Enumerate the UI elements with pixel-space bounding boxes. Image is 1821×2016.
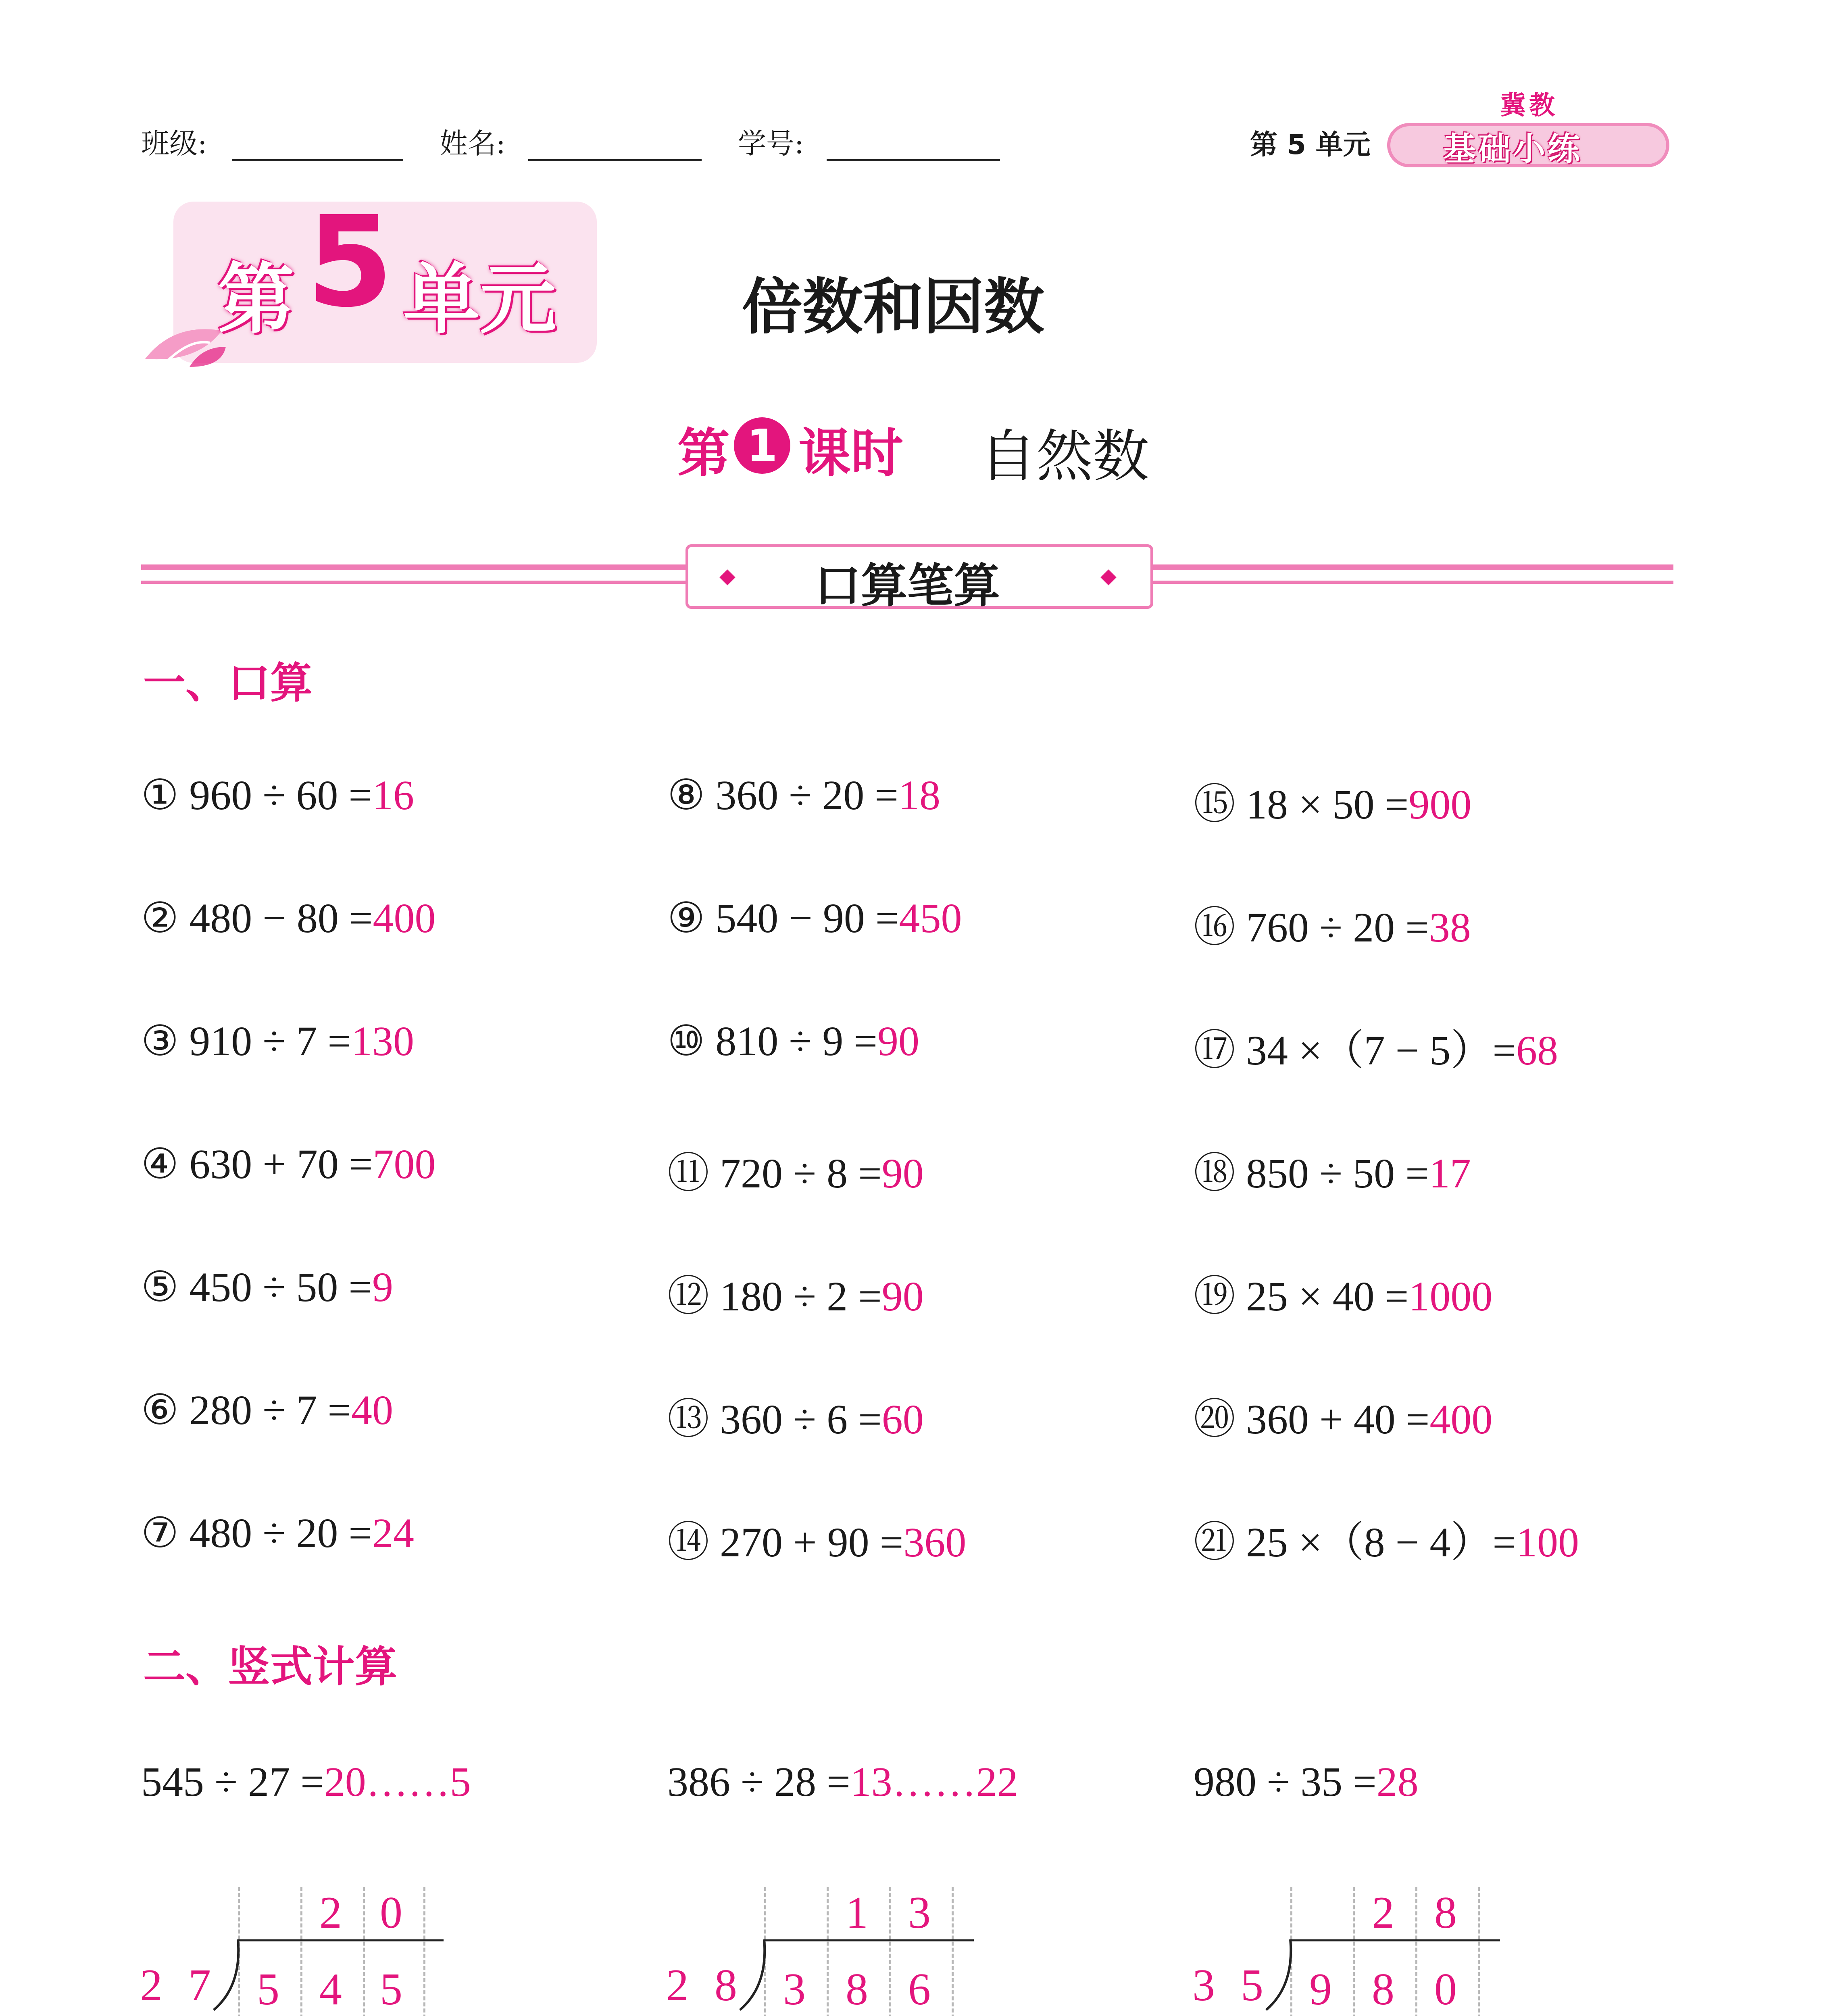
unit-suffix: 单元 xyxy=(403,255,557,344)
student-id-field[interactable] xyxy=(827,159,1000,161)
part2-heading: 二、竖式计算 xyxy=(143,1642,398,1691)
oral-problem: ③ 910 ÷ 7 =130 xyxy=(141,1018,414,1064)
brand-label: 基础小练 xyxy=(1444,130,1582,168)
student-id-label: 学号: xyxy=(738,127,804,160)
oral-problem: ⑮ 18 × 50 =900 xyxy=(1194,781,1472,828)
publisher-label: 冀教 xyxy=(1500,91,1558,121)
oral-problem: ⑳ 360 + 40 =400 xyxy=(1194,1396,1493,1443)
oral-problem: ⑦ 480 ÷ 20 =24 xyxy=(141,1510,414,1556)
class-label: 班级: xyxy=(141,127,207,160)
oral-problem: ① 960 ÷ 60 =16 xyxy=(141,772,414,818)
oral-problem: ⑯ 760 ÷ 20 =38 xyxy=(1194,904,1471,951)
oral-problem: ⑩ 810 ÷ 9 =90 xyxy=(667,1018,919,1064)
unit-tag: 第 5 单元 xyxy=(1250,129,1371,161)
oral-problem: ⑨ 540 − 90 =450 xyxy=(667,895,962,941)
oral-problem: ⑥ 280 ÷ 7 =40 xyxy=(141,1387,393,1433)
lesson-prefix: 第 xyxy=(677,423,730,484)
lesson-number: 1 xyxy=(734,417,790,474)
oral-problem: ⑰ 34 ×（7 − 5）=68 xyxy=(1194,1027,1558,1074)
oral-problem: ④ 630 + 70 =700 xyxy=(141,1141,436,1187)
section-title: 口算笔算 xyxy=(815,559,1000,613)
oral-problem: ㉑ 25 ×（8 − 4）=100 xyxy=(1194,1519,1579,1566)
lesson-suffix: 课时 xyxy=(798,423,904,484)
oral-problem: ⑱ 850 ÷ 50 =17 xyxy=(1194,1150,1471,1197)
class-field[interactable] xyxy=(232,159,403,161)
oral-problem: ⑧ 360 ÷ 20 =18 xyxy=(667,772,940,818)
unit-number: 5 xyxy=(306,190,394,335)
oral-problem: ⑪ 720 ÷ 8 =90 xyxy=(667,1150,924,1197)
oral-problem: ⑫ 180 ÷ 2 =90 xyxy=(667,1273,924,1320)
oral-problem: ② 480 − 80 =400 xyxy=(141,895,436,941)
unit-title: 倍数和因数 xyxy=(742,272,1045,342)
oral-problem: ⑤ 450 ÷ 50 =9 xyxy=(141,1264,393,1310)
vertical-problem: 386 ÷ 28 =13……22 xyxy=(667,1759,1018,1805)
oral-problem: ⑭ 270 + 90 =360 xyxy=(667,1519,967,1566)
leaf-icon xyxy=(141,314,230,371)
oral-problem: ⑬ 360 ÷ 6 =60 xyxy=(667,1396,924,1443)
vertical-problem: 980 ÷ 35 =28 xyxy=(1194,1759,1419,1805)
name-field[interactable] xyxy=(528,159,702,161)
unit-prefix: 第 xyxy=(218,255,295,344)
vertical-problem: 545 ÷ 27 =20……5 xyxy=(141,1759,471,1805)
lesson-title: 自然数 xyxy=(980,424,1150,489)
oral-problem: ⑲ 25 × 40 =1000 xyxy=(1194,1273,1493,1320)
part1-heading: 一、口算 xyxy=(143,658,313,708)
name-label: 姓名: xyxy=(440,127,506,160)
